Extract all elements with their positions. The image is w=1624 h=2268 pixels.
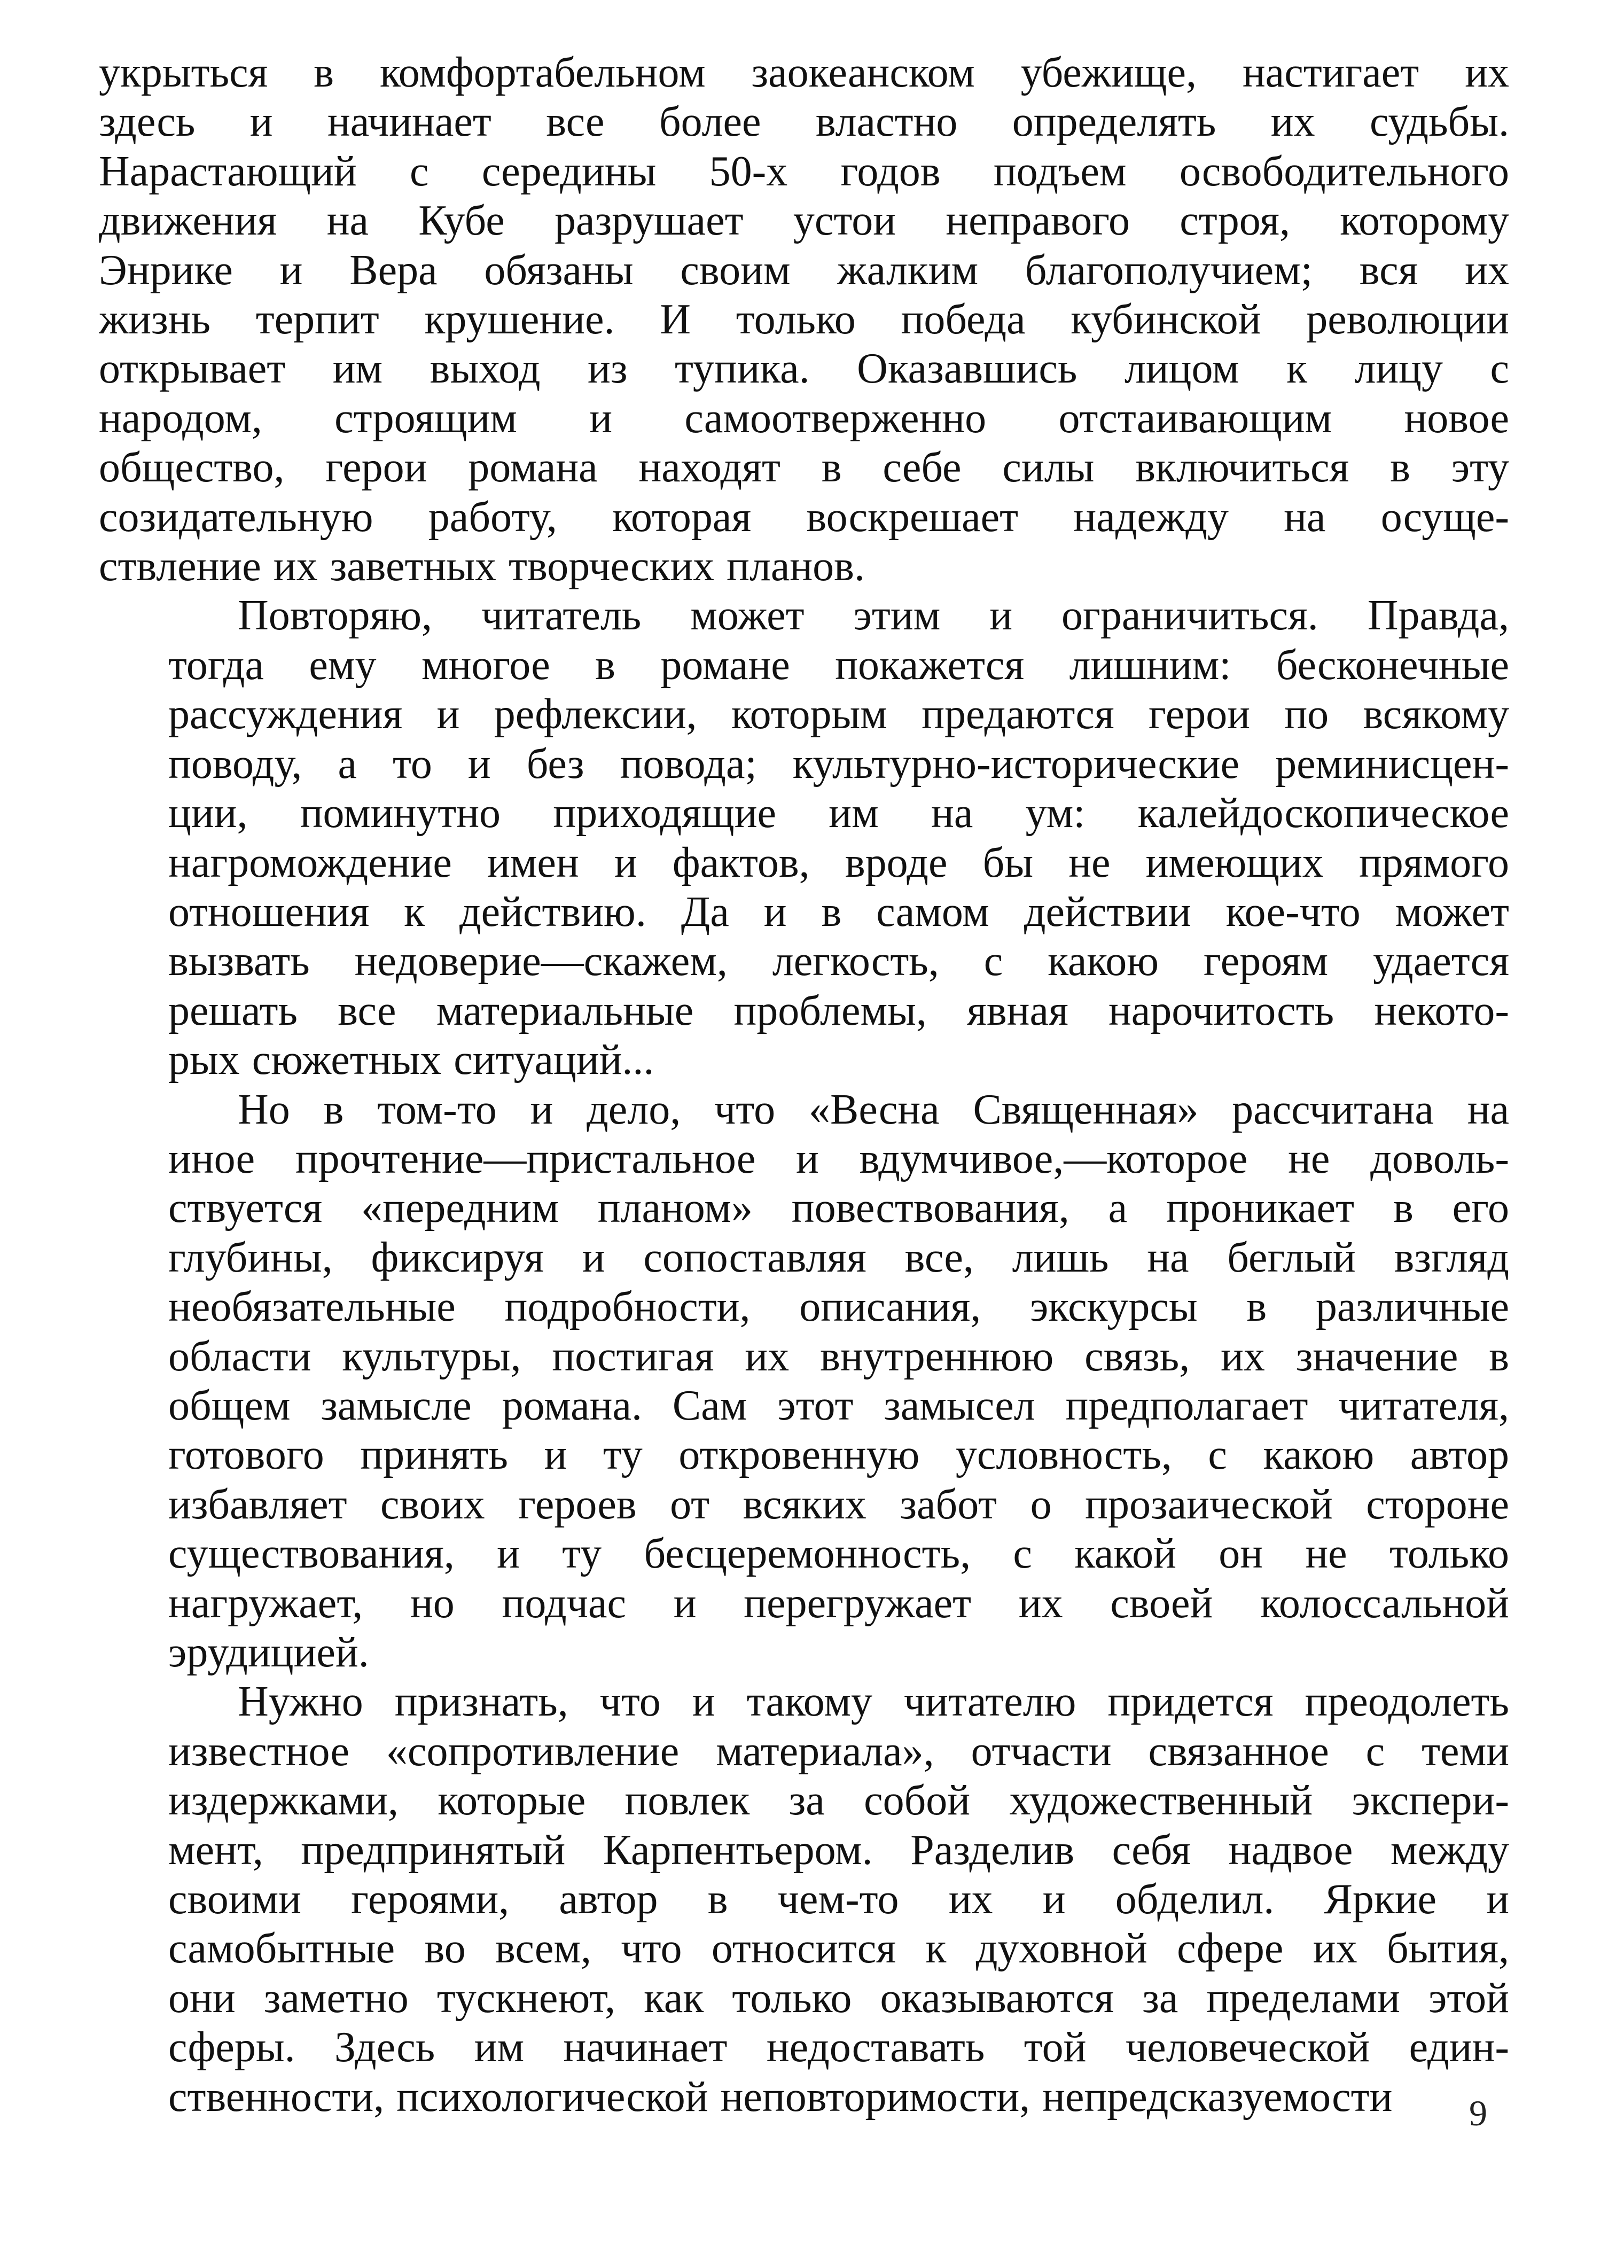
text-line: глубины, фиксируя и сопоставляя все, лишь на беглый взгляд [168,1234,1509,1281]
text-line: существования, и ту бесцеремонность, с какой он не только [168,1530,1509,1578]
text-line: Но в том-то и дело, что «Весна Священная» рассчитана на [238,1086,1509,1133]
text-line: рых сюжетных ситуаций... [168,1036,654,1084]
text-line: вызвать недоверие—скажем, легкость, с какою героям удается [168,938,1509,985]
text-line: открывает им выход из тупика. Оказавшись лицом к лицу с [99,345,1509,393]
paragraph-3 [99,1085,1509,1678]
text-line: Нарастающий с середины 50-х годов подъем освободительного [99,147,1509,195]
text-line: Энрике и Вера обязаны своим жалким благополучием; вся их [99,246,1509,294]
page-number: 9 [1469,2093,1487,2133]
text-line: они заметно тускнеют, как только оказываются за пределами этой [168,1974,1509,2022]
text-line: ствление их заветных творческих планов. [99,543,865,590]
text-line: издержками, которые повлек за собой художественный экспери- [168,1777,1509,1825]
text-line: отношения к действию. Да и в самом действии кое-что может [168,888,1509,936]
text-line: мент, предпринятый Карпентьером. Разделив себя надвое между [168,1826,1509,1874]
text-line: самобытные во всем, что относится к духовной сфере их бытия, [168,1925,1509,1973]
text-line: здесь и начинает все более властно определять их судьбы. [99,98,1509,146]
text-line: избавляет своих героев от всяких забот о прозаической стороне [168,1480,1509,1528]
text-line: поводу, а то и без повода; культурно-исторические реминисцен- [168,740,1509,788]
paragraph-2 [99,591,1509,1085]
text-line: готового принять и ту откровенную условность, с какою автор [168,1431,1509,1479]
text-line: ствуется «передним планом» повествования, а проникает в его [168,1184,1509,1232]
text-line: движения на Кубе разрушает устои неправого строя, которому [99,197,1509,245]
text-line: решать все материальные проблемы, явная нарочитость некото- [168,987,1509,1034]
text-line: общество, герои романа находят в себе силы включиться в эту [99,444,1509,492]
text-line: иное прочтение—пристальное и вдумчивое,—которое не доволь- [168,1135,1509,1182]
text-line: Нужно признать, что и такому читателю придется преодолеть [238,1678,1509,1726]
text-line: тогда ему многое в романе покажется лишним: бесконечные [168,641,1509,689]
text-line: общем замысле романа. Сам этот замысел предполагает читателя, [168,1382,1509,1429]
text-line: известное «сопротивление материала», отчасти связанное с теми [168,1727,1509,1775]
text-line: нагружает, но подчас и перегружает их своей колоссальной [168,1579,1509,1627]
text-line: жизнь терпит крушение. И только победа кубинской революции [99,296,1509,344]
book-page-body [99,48,1509,2122]
text-line: области культуры, постигая их внутреннюю связь, их значение в [168,1332,1509,1380]
text-line: созидательную работу, которая воскрешает надежду на осуще- [99,493,1509,541]
text-line: нагромождение имен и фактов, вроде бы не имеющих прямого [168,839,1509,886]
text-line: своими героями, автор в чем-то их и обделил. Яркие и [168,1876,1509,1923]
text-line: народом, строящим и самоотверженно отстаивающим новое [99,394,1509,442]
text-line: ции, поминутно приходящие им на ум: калейдоскопическое [168,790,1509,837]
text-line: эрудицией. [168,1629,369,1676]
text-line: ственности, психологической неповторимости, непредсказуемости [168,2073,1393,2121]
text-line: необязательные подробности, описания, экскурсы в различные [168,1283,1509,1331]
text-line: укрыться в комфортабельном заокеанском убежище, настигает их [99,49,1509,96]
paragraph-1 [99,48,1509,591]
text-line: сферы. Здесь им начинает недоставать той человеческой един- [168,2024,1509,2071]
text-line: рассуждения и рефлексии, которым предаются герои по всякому [168,691,1509,738]
paragraph-4 [99,1677,1509,2122]
text-line: Повторяю, читатель может этим и ограничиться. Правда, [238,592,1509,640]
